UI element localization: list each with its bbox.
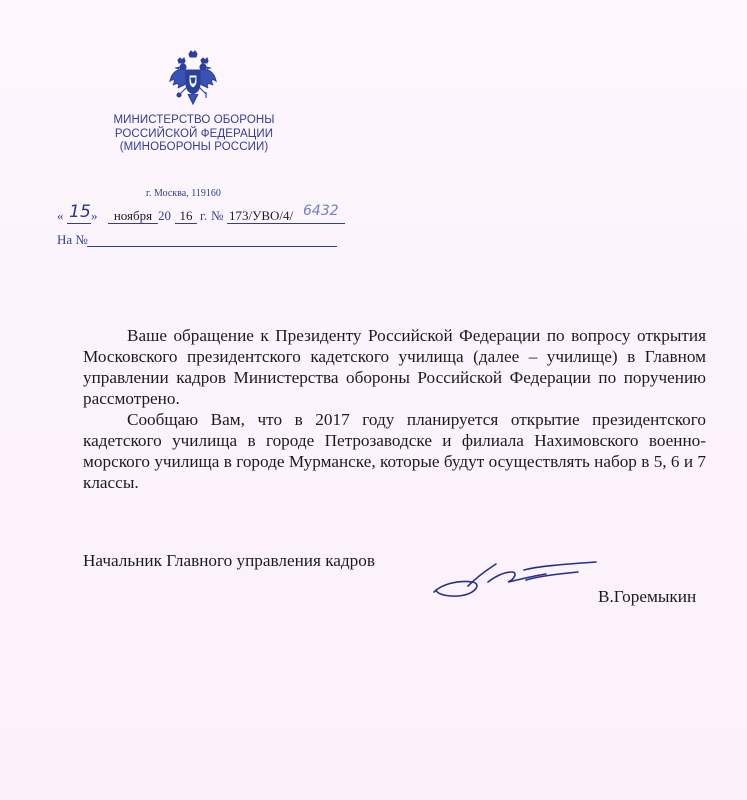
year-prefix: 20: [158, 208, 171, 223]
year-unit: г.: [200, 208, 208, 223]
handwritten-signature-icon: [428, 556, 600, 604]
ministry-line-3: (МИНОБОРОНЫ РОССИИ): [119, 141, 269, 153]
city-address: г. Москва, 119160: [146, 188, 221, 199]
year-underline: [175, 223, 197, 224]
quote-close: »: [91, 208, 98, 223]
signer-position: Начальник Главного управления кадров: [83, 551, 375, 570]
number-sign: №: [211, 208, 224, 223]
date-day: 15: [69, 202, 91, 222]
reference-underline: [87, 246, 337, 247]
year-suffix: 16: [179, 208, 193, 223]
document-number: 173/УВО/4/: [229, 208, 294, 223]
day-underline: [67, 223, 91, 224]
date-month: ноября: [113, 208, 153, 223]
ministry-line-2: РОССИЙСКОЙ ФЕДЕРАЦИИ: [114, 127, 274, 140]
number-underline: [227, 223, 345, 224]
reference-label: На №: [57, 232, 88, 247]
ministry-line-1: МИНИСТЕРСТВО ОБОРОНЫ: [113, 114, 275, 126]
double-headed-eagle-emblem-icon: [168, 48, 218, 106]
date-number-line: [57, 202, 357, 226]
body-paragraph-1: Ваше обращение к Президенту Российской Федерации по вопросу открытия Московского президентского кадетского училища (далее – училище) в Главном управлении кадров Министерства обороны Российской Федерации по поручению рассмотрено.: [83, 326, 706, 408]
reference-line: [57, 232, 88, 248]
quote-open: «: [57, 208, 64, 223]
signer-name: В.Горемыкин: [598, 587, 697, 606]
letter-body: [83, 325, 706, 493]
ministry-letterhead: [104, 114, 284, 155]
body-paragraph-2: Сообщаю Вам, что в 2017 году планируется открытие президентского кадетского училища в городе Петрозаводске и филиала Нахимовского военно-морского училища в городе Мурманске, которые будут осуществлять набор в 5, 6 и 7 классы.: [83, 410, 706, 492]
document-number-handwritten: 6432: [303, 203, 339, 219]
month-underline: [108, 223, 158, 224]
